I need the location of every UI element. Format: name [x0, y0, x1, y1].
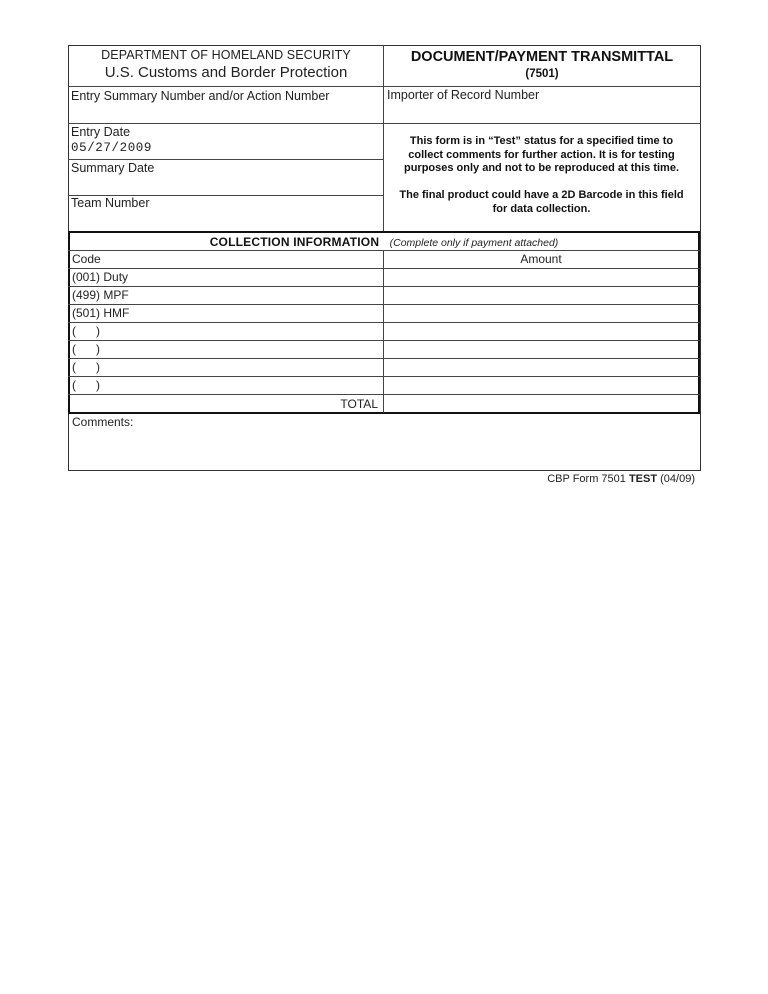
row-amount-input[interactable]: [386, 270, 700, 287]
row-amount-input[interactable]: [386, 324, 700, 341]
divider: [68, 268, 700, 269]
agency-name: U.S. Customs and Border Protection: [104, 64, 348, 81]
divider: [68, 159, 384, 160]
row-amount-input[interactable]: [386, 378, 700, 395]
divider: [68, 340, 700, 341]
divider: [68, 250, 700, 251]
entry-summary-label: Entry Summary Number and/or Action Number: [71, 89, 330, 103]
comments-label: Comments:: [72, 415, 134, 429]
total-label: TOTAL: [340, 397, 378, 411]
row-code: (499) MPF: [72, 288, 129, 302]
importer-input[interactable]: [388, 104, 694, 119]
code-column-header: Code: [72, 252, 101, 266]
entry-date-label: Entry Date: [71, 125, 131, 139]
divider: [383, 250, 384, 413]
form-id-test: TEST: [628, 473, 658, 485]
divider: [68, 394, 700, 395]
divider: [68, 123, 701, 124]
row-code: (001) Duty: [72, 270, 129, 284]
row-code: (501) HMF: [72, 306, 130, 320]
team-number-input[interactable]: [72, 213, 378, 228]
importer-label: Importer of Record Number: [387, 88, 540, 102]
comments-input[interactable]: [72, 430, 698, 470]
form-id-prefix: CBP Form 7501: [547, 473, 629, 485]
form-number: (7501): [525, 68, 559, 80]
agency-department: DEPARTMENT OF HOMELAND SECURITY: [101, 48, 351, 62]
total-amount-input[interactable]: [386, 396, 700, 413]
team-number-label: Team Number: [71, 196, 150, 210]
divider: [68, 376, 700, 377]
row-amount-input[interactable]: [386, 288, 700, 305]
row-amount-input[interactable]: [386, 360, 700, 377]
amount-column-header: Amount: [520, 252, 562, 266]
row-code: ( ): [72, 378, 100, 392]
row-amount-input[interactable]: [386, 342, 700, 359]
summary-date-label: Summary Date: [71, 161, 155, 175]
form-id-suffix: (04/09): [657, 473, 695, 485]
divider: [68, 322, 700, 323]
summary-date-input[interactable]: [72, 177, 378, 192]
row-code: ( ): [72, 324, 100, 338]
entry-date-input[interactable]: [71, 140, 377, 155]
divider: [68, 304, 700, 305]
barcode-notice: The final product could have a 2D Barcode in this field for data collection.: [399, 189, 684, 215]
collection-subtitle: (Complete only if payment attached): [389, 237, 559, 249]
row-code: ( ): [72, 360, 100, 374]
divider: [68, 286, 700, 287]
collection-header: [70, 233, 698, 250]
entry-summary-input[interactable]: [72, 105, 378, 120]
test-status-notice: This form is in “Test” status for a specified time to collect comments for further action. It is for testing purposes only and not to be reproduced at this time.: [403, 135, 680, 174]
row-amount-input[interactable]: [386, 306, 700, 323]
form-id-footer: [400, 472, 695, 486]
divider: [68, 358, 700, 359]
form-title: DOCUMENT/PAYMENT TRANSMITTAL: [410, 49, 674, 65]
collection-title: COLLECTION INFORMATION: [209, 235, 380, 249]
row-code: ( ): [72, 342, 100, 356]
divider: [68, 86, 701, 87]
